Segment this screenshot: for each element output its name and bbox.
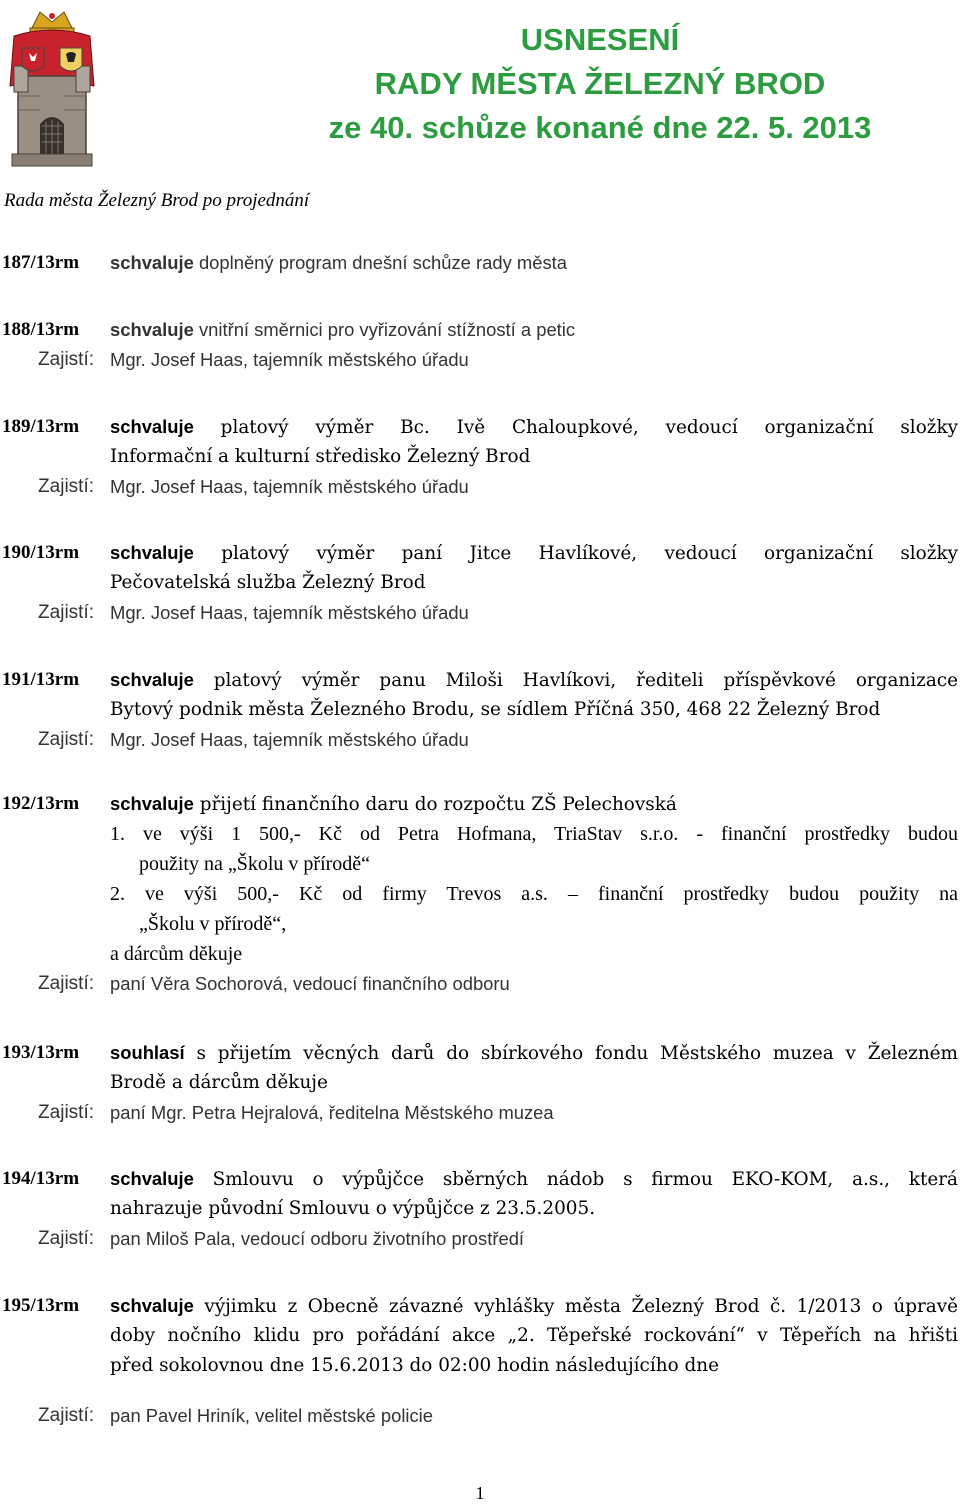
zajisti-person: paní Mgr. Petra Hejralová, ředitelna Městského muzea xyxy=(110,1102,554,1123)
zajisti-label: Zajistí: xyxy=(38,1102,94,1123)
resolution-text-line3: před sokolovnou dne 15.6.2013 do 02:00 hodin následujícího dne xyxy=(110,1355,719,1376)
zajisti-person: paní Věra Sochorová, vedoucí finančního odboru xyxy=(110,973,510,994)
resolution-verb: schvaluje xyxy=(110,319,194,340)
resolution-text-line2: doby nočního klidu pro pořádání akce „2. Těpeřské rockování“ v Těpeřích na hřišti xyxy=(110,1325,958,1346)
resolution-text-line1: platový výměr panu Miloši Havlíkovi, řediteli příspěvkové organizace xyxy=(213,670,958,691)
resolution-195 xyxy=(0,1291,960,1431)
zajisti-person: pan Miloš Pala, vedoucí odboru životního prostředí xyxy=(110,1228,525,1249)
list-item-1-line1: 1. ve výši 1 500,- Kč od Petra Hofmana, TriaStav s.r.o. - finanční prostředky budou xyxy=(110,823,958,845)
list-item-1-line2: použity na „Školu v přírodě“ xyxy=(139,853,371,875)
resolution-number: 191/13rm xyxy=(2,669,80,690)
resolution-number: 189/13rm xyxy=(2,416,80,437)
zajisti-person: Mgr. Josef Haas, tajemník městského úřadu xyxy=(110,349,469,370)
resolution-number: 187/13rm xyxy=(2,252,80,273)
zajisti-person: Mgr. Josef Haas, tajemník městského úřadu xyxy=(110,602,469,623)
zajisti-label: Zajistí: xyxy=(38,729,94,750)
list-item-2-line2: „Školu v přírodě“, xyxy=(139,913,287,935)
resolution-text-line2: nahrazuje původní Smlouvu o výpůjčce z 23.5.2005. xyxy=(110,1198,596,1219)
zajisti-label: Zajistí: xyxy=(38,1405,94,1426)
resolution-number: 193/13rm xyxy=(2,1042,80,1063)
title-line-date: ze 40. schůze konané dne 22. 5. 2013 xyxy=(328,110,872,145)
resolution-verb: schvaluje xyxy=(110,669,194,690)
resolution-number: 194/13rm xyxy=(2,1168,80,1189)
resolution-187 xyxy=(0,248,960,278)
document-title xyxy=(250,18,950,150)
resolution-text: přijetí finančního daru do rozpočtu ZŠ Pelechovská xyxy=(199,794,677,815)
resolution-number: 192/13rm xyxy=(2,793,80,814)
zajisti-label: Zajistí: xyxy=(38,1228,94,1249)
resolution-189 xyxy=(0,412,960,502)
resolution-text: doplněný program dnešní schůze rady města xyxy=(198,252,567,273)
closing-text: a dárcům děkuje xyxy=(110,943,243,965)
page-number: 1 xyxy=(475,1483,485,1503)
resolution-verb: schvaluje xyxy=(110,542,194,563)
resolution-192 xyxy=(0,789,960,999)
title-line-rady: RADY MĚSTA ŽELEZNÝ BROD xyxy=(374,66,826,101)
resolution-text: vnitřní směrnici pro vyřizování stížností a petic xyxy=(198,319,576,340)
title-line-usneseni: USNESENÍ xyxy=(520,22,680,57)
resolution-verb: schvaluje xyxy=(110,1295,194,1316)
intro-text: Rada města Železný Brod po projednání xyxy=(4,190,310,211)
resolution-number: 188/13rm xyxy=(2,319,80,340)
resolution-193 xyxy=(0,1038,960,1128)
resolution-number: 190/13rm xyxy=(2,542,80,563)
resolution-number: 195/13rm xyxy=(2,1295,80,1316)
resolution-text-line1: s přijetím věcných darů do sbírkového fondu Městského muzea v Železném xyxy=(196,1043,958,1064)
resolution-text-line1: platový výměr paní Jitce Havlíkové, vedoucí organizační složky xyxy=(221,543,958,564)
zajisti-person: Mgr. Josef Haas, tajemník městského úřadu xyxy=(110,729,469,750)
resolution-text-line1: platový výměr Bc. Ivě Chaloupkové, vedoucí organizační složky xyxy=(220,417,958,438)
zajisti-person: Mgr. Josef Haas, tajemník městského úřadu xyxy=(110,476,469,497)
resolution-191 xyxy=(0,665,960,755)
resolution-text-line1: výjimku z Obecně závazné vyhlášky města Železný Brod č. 1/2013 o úpravě xyxy=(204,1296,958,1317)
resolution-194 xyxy=(0,1164,960,1254)
resolution-verb: souhlasí xyxy=(110,1042,185,1063)
resolution-text-line2: Pečovatelská služba Železný Brod xyxy=(110,572,426,593)
zajisti-label: Zajistí: xyxy=(38,602,94,623)
zajisti-person: pan Pavel Hriník, velitel městské policie xyxy=(110,1405,433,1426)
list-item-2-line1: 2. ve výši 500,- Kč od firmy Trevos a.s. – finanční prostředky budou použity na xyxy=(110,883,958,905)
resolution-verb: schvaluje xyxy=(110,416,194,437)
resolution-190 xyxy=(0,538,960,628)
city-crest-icon xyxy=(0,6,105,176)
zajisti-label: Zajistí: xyxy=(38,973,94,994)
zajisti-label: Zajistí: xyxy=(38,476,94,497)
resolution-verb: schvaluje xyxy=(110,793,194,814)
resolution-text-line2: Brodě a dárcům děkuje xyxy=(110,1072,328,1093)
resolution-verb: schvaluje xyxy=(110,252,194,273)
resolution-text-line2: Bytový podnik města Železného Brodu, se sídlem Příčná 350, 468 22 Železný Brod xyxy=(110,699,881,720)
resolution-188 xyxy=(0,315,960,375)
resolution-text-line2: Informační a kulturní středisko Železný Brod xyxy=(110,446,531,467)
resolution-text-line1: Smlouvu o výpůjčce sběrných nádob s firmou EKO-KOM, a.s., která xyxy=(212,1169,958,1190)
zajisti-label: Zajistí: xyxy=(38,349,94,370)
resolution-verb: schvaluje xyxy=(110,1168,194,1189)
